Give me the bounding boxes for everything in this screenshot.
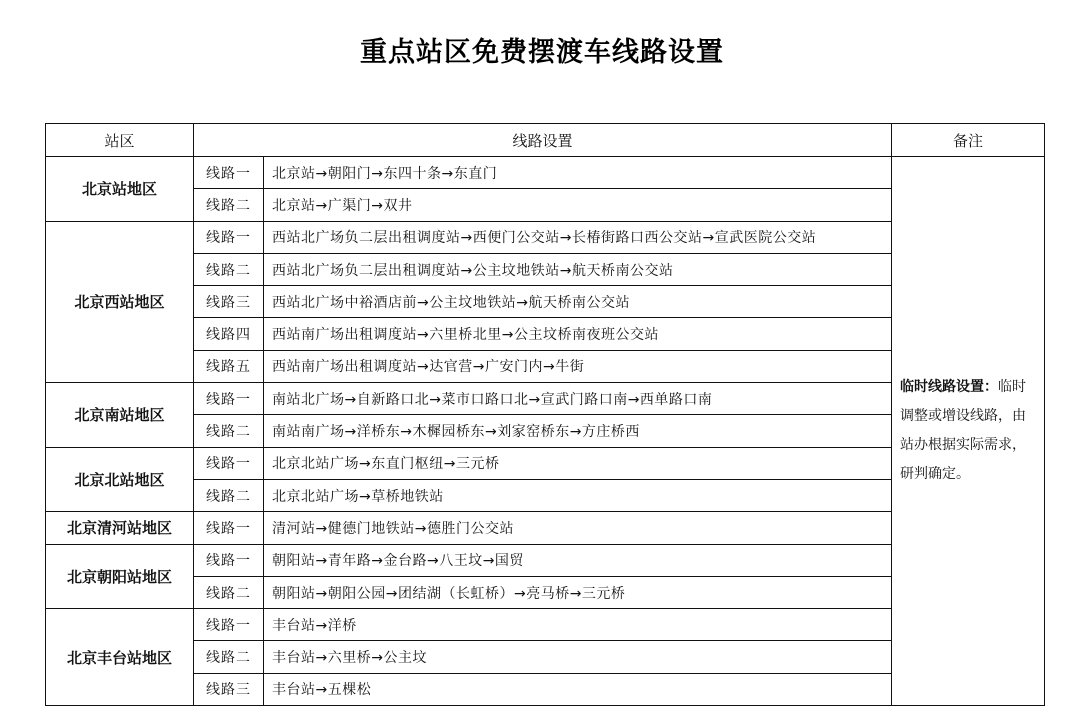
line-name-cell: 线路三 xyxy=(194,286,264,318)
route-cell: 朝阳站→青年路→金台路→八王坟→国贸 xyxy=(264,544,892,576)
header-station: 站区 xyxy=(46,124,194,157)
line-name-cell: 线路五 xyxy=(194,350,264,382)
route-cell: 丰台站→六里桥→公主坟 xyxy=(264,641,892,673)
route-cell: 北京站→朝阳门→东四十条→东直门 xyxy=(264,157,892,189)
station-area-cell: 北京朝阳站地区 xyxy=(46,544,194,609)
line-name-cell: 线路一 xyxy=(194,383,264,415)
line-name-cell: 线路一 xyxy=(194,447,264,479)
line-name-cell: 线路二 xyxy=(194,576,264,608)
route-cell: 丰台站→洋桥 xyxy=(264,609,892,641)
station-area-cell: 北京清河站地区 xyxy=(46,512,194,544)
route-cell: 清河站→健德门地铁站→德胜门公交站 xyxy=(264,512,892,544)
table-row xyxy=(46,157,1045,189)
remark-cell xyxy=(892,157,1045,706)
line-name-cell: 线路三 xyxy=(194,673,264,705)
route-cell: 西站北广场中裕酒店前→公主坟地铁站→航天桥南公交站 xyxy=(264,286,892,318)
route-cell: 南站北广场→自新路口北→菜市口路口北→宣武门路口南→西单路口南 xyxy=(264,383,892,415)
route-cell: 西站北广场负二层出租调度站→公主坟地铁站→航天桥南公交站 xyxy=(264,253,892,285)
route-cell: 丰台站→五棵松 xyxy=(264,673,892,705)
line-name-cell: 线路一 xyxy=(194,609,264,641)
header-routes: 线路设置 xyxy=(194,124,892,157)
remark-text: 临时调整或增设线路，由站办根据实际需求，研判确定。 xyxy=(900,379,1027,483)
line-name-cell: 线路二 xyxy=(194,189,264,221)
line-name-cell: 线路四 xyxy=(194,318,264,350)
line-name-cell: 线路一 xyxy=(194,157,264,189)
route-cell: 南站南广场→洋桥东→木樨园桥东→刘家窑桥东→方庄桥西 xyxy=(264,415,892,447)
line-name-cell: 线路二 xyxy=(194,253,264,285)
page-title: 重点站区免费摆渡车线路设置 xyxy=(360,37,724,68)
route-cell: 西站南广场出租调度站→达官营→广安门内→牛街 xyxy=(264,350,892,382)
station-area-cell: 北京站地区 xyxy=(46,157,194,222)
line-name-cell: 线路一 xyxy=(194,221,264,253)
header-remarks: 备注 xyxy=(892,124,1045,157)
table-body xyxy=(46,157,1045,706)
station-area-cell: 北京北站地区 xyxy=(46,447,194,512)
line-name-cell: 线路二 xyxy=(194,641,264,673)
route-cell: 朝阳站→朝阳公园→团结湖（长虹桥）→亮马桥→三元桥 xyxy=(264,576,892,608)
shuttle-route-table xyxy=(45,123,1045,706)
table-header-row xyxy=(46,124,1045,157)
route-cell: 西站北广场负二层出租调度站→西便门公交站→长椿街路口西公交站→宣武医院公交站 xyxy=(264,221,892,253)
station-area-cell: 北京西站地区 xyxy=(46,221,194,382)
route-cell: 北京北站广场→东直门枢纽→三元桥 xyxy=(264,447,892,479)
remark-label: 临时线路设置： xyxy=(900,379,999,396)
station-area-cell: 北京南站地区 xyxy=(46,383,194,448)
line-name-cell: 线路二 xyxy=(194,479,264,511)
line-name-cell: 线路一 xyxy=(194,512,264,544)
route-cell: 西站南广场出租调度站→六里桥北里→公主坟桥南夜班公交站 xyxy=(264,318,892,350)
route-cell: 北京北站广场→草桥地铁站 xyxy=(264,479,892,511)
route-cell: 北京站→广渠门→双井 xyxy=(264,189,892,221)
line-name-cell: 线路二 xyxy=(194,415,264,447)
station-area-cell: 北京丰台站地区 xyxy=(46,609,194,706)
line-name-cell: 线路一 xyxy=(194,544,264,576)
